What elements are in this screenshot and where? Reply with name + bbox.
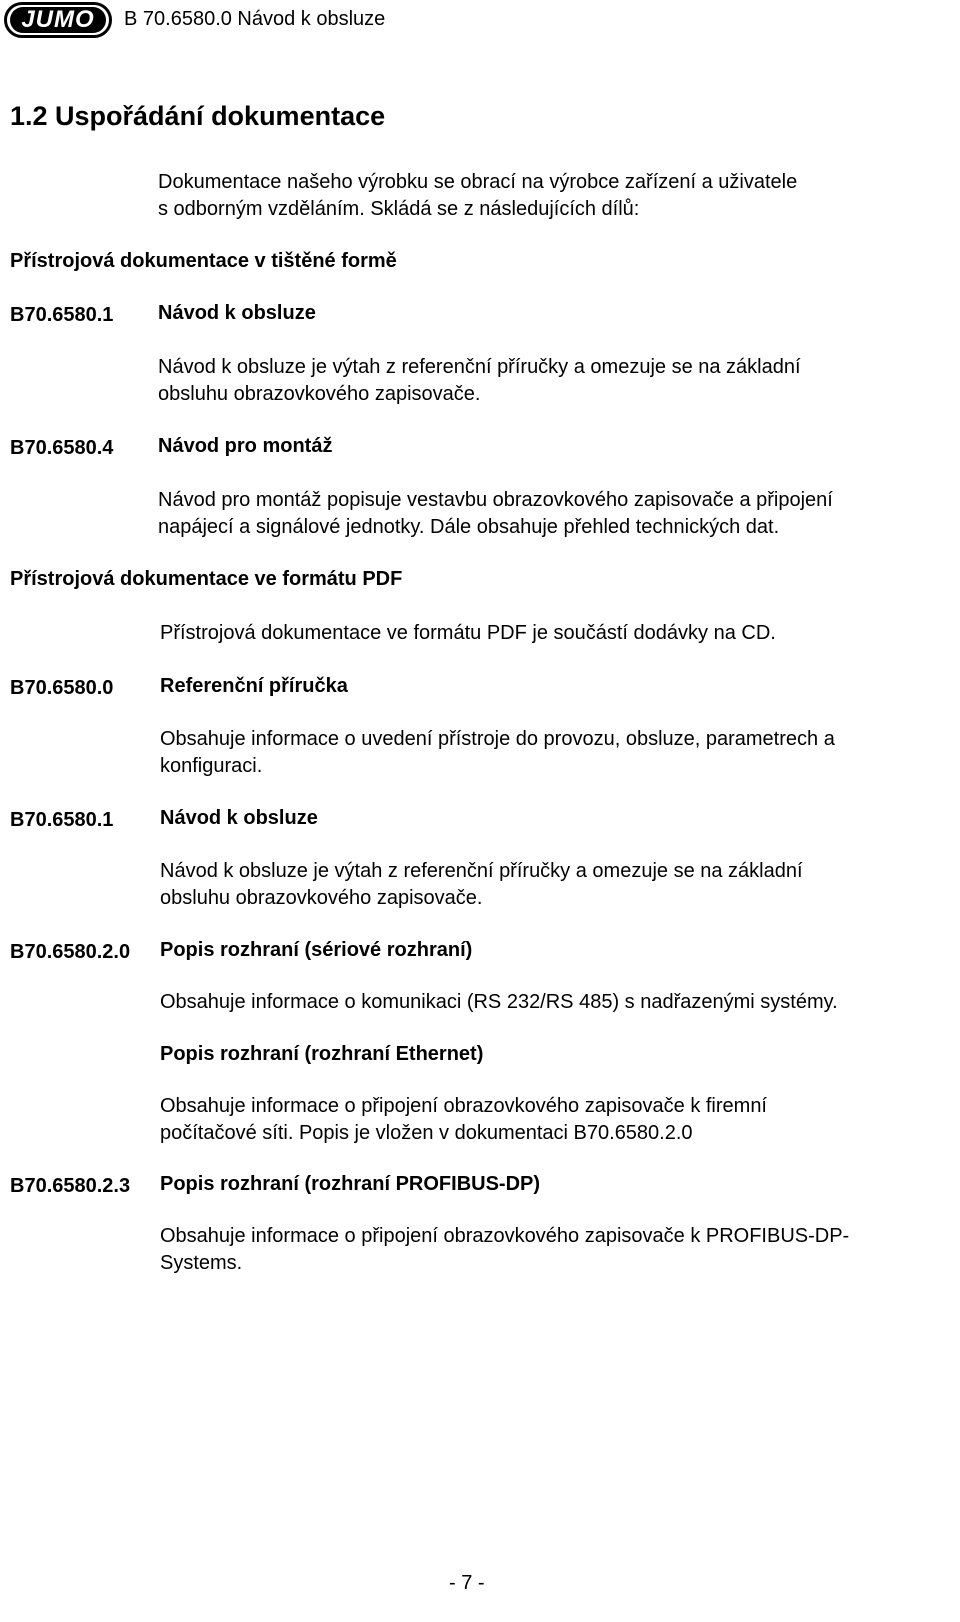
doc-code: B70.6580.1 xyxy=(10,304,114,326)
desc-line: Návod k obsluze je výtah z referenční příručky a omezuje se na základní xyxy=(160,860,803,882)
doc-title: Návod pro montáž xyxy=(158,435,333,457)
doc-code: B70.6580.0 xyxy=(10,677,114,699)
desc-line: Obsahuje informace o připojení obrazovkového zapisovače k PROFIBUS-DP- xyxy=(160,1225,850,1247)
pdf-group-title: Přístrojová dokumentace ve formátu PDF xyxy=(10,568,403,590)
desc-line: obsluhu obrazovkového zapisovače. xyxy=(158,383,481,405)
doc-description xyxy=(158,487,833,541)
doc-description xyxy=(160,1223,849,1277)
desc-line: konfiguraci. xyxy=(160,755,263,777)
doc-title: Popis rozhraní (sériové rozhraní) xyxy=(160,939,473,961)
doc-description xyxy=(160,1093,767,1147)
printed-group-title: Přístrojová dokumentace v tištěné formě xyxy=(10,250,397,272)
doc-code: B70.6580.2.3 xyxy=(10,1175,131,1197)
jumo-logo xyxy=(4,2,112,38)
intro-line: s odborným vzděláním. Skládá se z následujících dílů: xyxy=(158,198,640,220)
desc-line: napájecí a signálové jednotky. Dále obsahuje přehled technických dat. xyxy=(158,516,780,538)
logo-text: JUMO xyxy=(10,7,106,33)
desc-line: Systems. xyxy=(160,1252,243,1274)
desc-line: Obsahuje informace o připojení obrazovkového zapisovače k firemní xyxy=(160,1095,767,1117)
intro-paragraph xyxy=(158,169,797,223)
doc-title: Popis rozhraní (rozhraní PROFIBUS-DP) xyxy=(160,1173,541,1195)
doc-title: Návod k obsluze xyxy=(158,302,316,324)
doc-description xyxy=(160,726,835,780)
desc-line: Návod pro montáž popisuje vestavbu obrazovkového zapisovače a připojení xyxy=(158,489,833,511)
doc-code: B70.6580.2.0 xyxy=(10,941,131,963)
doc-title: Popis rozhraní (rozhraní Ethernet) xyxy=(160,1043,484,1065)
doc-description xyxy=(160,858,803,912)
doc-description xyxy=(158,354,801,408)
document-title: B 70.6580.0 Návod k obsluze xyxy=(124,8,386,30)
desc-line: počítačové síti. Popis je vložen v dokumentaci B70.6580.2.0 xyxy=(160,1122,693,1144)
doc-code: B70.6580.4 xyxy=(10,437,114,459)
desc-line: Návod k obsluze je výtah z referenční příručky a omezuje se na základní xyxy=(158,356,801,378)
desc-line: Obsahuje informace o uvedení přístroje do provozu, obsluze, parametrech a xyxy=(160,728,835,750)
section-heading: 1.2 Uspořádání dokumentace xyxy=(10,101,386,131)
desc-line: Obsahuje informace o komunikaci (RS 232/RS 485) s nadřazenými systémy. xyxy=(160,991,838,1013)
doc-title: Návod k obsluze xyxy=(160,807,318,829)
intro-line: Dokumentace našeho výrobku se obrací na výrobce zařízení a uživatele xyxy=(158,171,798,193)
doc-code: B70.6580.1 xyxy=(10,809,114,831)
page-number: - 7 - xyxy=(449,1572,485,1594)
desc-line: obsluhu obrazovkového zapisovače. xyxy=(160,887,483,909)
doc-description xyxy=(160,989,838,1016)
pdf-intro: Přístrojová dokumentace ve formátu PDF je součástí dodávky na CD. xyxy=(160,622,776,644)
doc-title: Referenční příručka xyxy=(160,675,348,697)
